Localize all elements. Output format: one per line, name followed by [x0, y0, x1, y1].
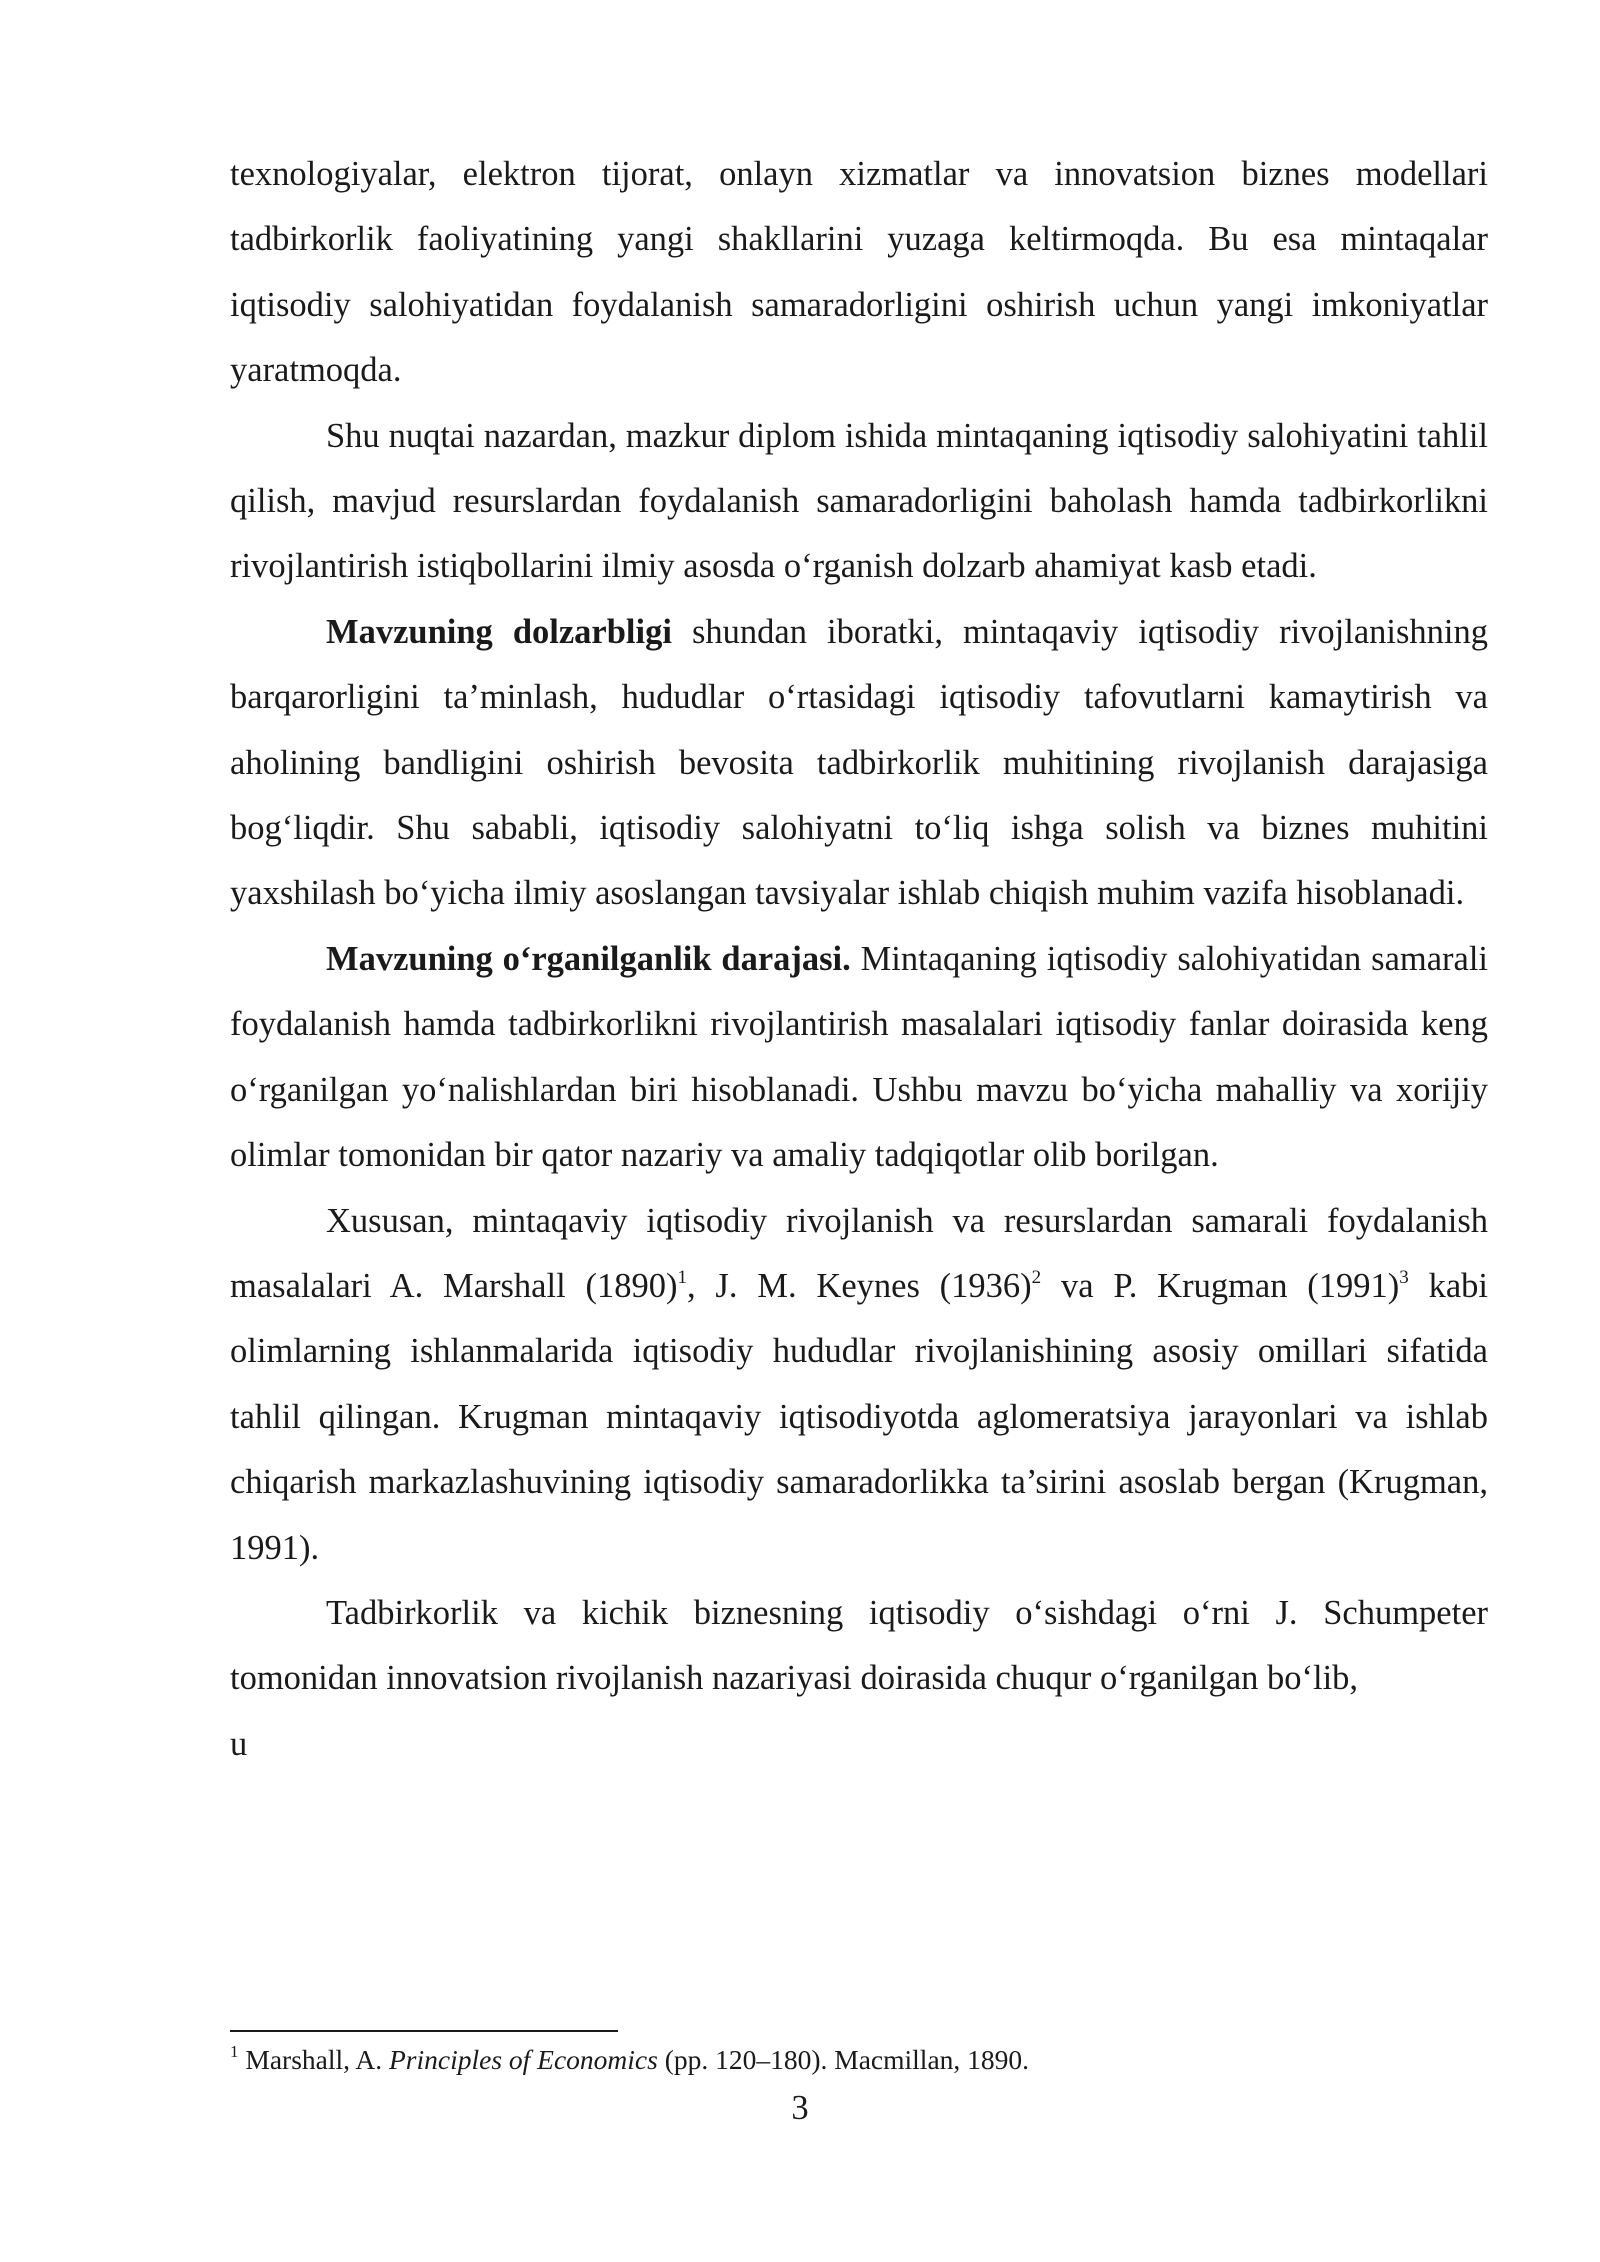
footnote-ref-3: 3 [1399, 1266, 1409, 1288]
footnote [230, 2040, 1488, 2080]
footnote-separator [230, 2030, 618, 2032]
paragraph-schumpeter [230, 1581, 1488, 1777]
relevance-text: shundan iboratki, mintaqaviy iqtisodiy rivojlanishning barqarorligini ta’minlash, hududlar o‘rtasidagi iqtisodiy tafovutlarni kamaytirish va aholining bandligini oshirish bevosita tadbirkorlik muhitining rivojlanish darajasiga bog‘liqdir. Shu sababli, iqtisodiy salohiyatni to‘liq ishga solish va biznes muhitini yaxshilash bo‘yicha ilmiy asoslangan tavsiyalar ishlab chiqish muhim vazifa hisoblanadi. [230, 612, 1488, 913]
schumpeter-text: Tadbirkorlik va kichik biznesning iqtisodiy o‘sishdagi o‘rni J. Schumpeter tomonidan innovatsion rivojlanish nazariyasi doirasida chuqur o‘rganilgan bo‘lib, [230, 1593, 1488, 1698]
footnote-author: Marshall, A. [238, 2044, 389, 2075]
footnote-ref-2: 2 [1031, 1266, 1042, 1288]
footnote-ref-1: 1 [677, 1266, 687, 1288]
paragraph-study-degree [230, 927, 1488, 1189]
footnote-title: Principles of Economics [388, 2044, 658, 2075]
document-body [230, 142, 1488, 1777]
study-degree-heading: Mavzuning o‘rganilganlik darajasi. [326, 939, 851, 978]
literature-text-3: va P. Krugman (1991) [1041, 1266, 1400, 1305]
literature-text-4: kabi olimlarning ishlanmalarida iqtisodiy hududlar rivojlanishining asosiy omillari sifatida tahlil qilingan. Krugman mintaqaviy iqtisodiyotda aglomeratsiya jarayonlari va ishlab chiqarish markazlashuvining iqtisodiy samaradorlikka ta’sirini asoslab bergan (Krugman, 1991). [230, 1266, 1488, 1567]
page-number: 3 [791, 2089, 809, 2127]
literature-text-2: , J. M. Keynes (1936) [686, 1266, 1032, 1305]
paragraph-literature [230, 1189, 1488, 1581]
footnote-marker: 1 [230, 2042, 239, 2062]
paragraph-relevance [230, 600, 1488, 927]
paragraph-continuation: texnologiyalar, elektron tijorat, onlayn xizmatlar va innovatsion biznes modellari tadbirkorlik faoliyatining yangi shakllarini yuzaga keltirmoqda. Bu esa mintaqalar iqtisodiy salohiyatidan foydalanish samaradorligini oshirish uchun yangi imkoniyatlar yaratmoqda. [230, 155, 1488, 390]
paragraph-context: Shu nuqtai nazardan, mazkur diplom ishida mintaqaning iqtisodiy salohiyatini tahlil qilish, mavjud resurslardan foydalanish samaradorligini baholash hamda tadbirkorlikni rivojlantirish istiqbollarini ilmiy asosda o‘rganish dolzarb ahamiyat kasb etadi. [230, 416, 1488, 586]
footnote-details: (pp. 120–180). Macmillan, 1890. [657, 2044, 1030, 2075]
literature-text-1: Xususan, mintaqaviy iqtisodiy rivojlanish va resurslardan samarali foydalanish masalalari A. Marshall (1890) [230, 1201, 1488, 1305]
relevance-heading: Mavzuning dolzarbligi [326, 612, 672, 651]
schumpeter-tail: u [230, 1724, 248, 1763]
study-degree-text: Mintaqaning iqtisodiy salohiyatidan samarali foydalanish hamda tadbirkorlikni rivojlantirish masalalari iqtisodiy fanlar doirasida keng o‘rganilgan yo‘nalishlardan biri hisoblanadi. Ushbu mavzu bo‘yicha mahalliy va xorijiy olimlar tomonidan bir qator nazariy va amaliy tadqiqotlar olib borilgan. [230, 939, 1489, 1175]
